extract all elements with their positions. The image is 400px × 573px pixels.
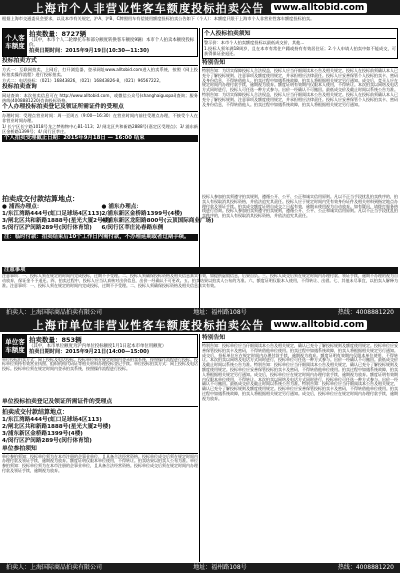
- unit-payment-address: 1/东江湾路444号(虹口足球场4区113): [2, 416, 102, 423]
- unit-left-column: 单位客车额度 拍卖数量：853辆 （其中，本市单位额度为沪内单位投标额度1月1日起本市单位用额度） 拍卖日期时间：2015年9月21日(14:00—15:00) 单位投标拍卖方式：网上投标及电话投标。投标单位须在规定时间内登录拍卖系统，按照操作流程进行投标。投标单位须持有效营业执照、组织机构代码证等相关材料办理投标登记手续。单位投标拍卖方式：网上投标及电话投标。投标单位须在规定时间内登录拍卖系统，按照操作流程进行投标。 单位投标拍卖登记及领证所需证件的受理点 拍卖成交付款结算地点： 1/东江湾路444号(虹口足球场4区113) 2/闸北区共和新路1888号(星光大厦2号楼) 3/浦东新区金桥路1399号(4楼) 4/闵行区沪闵路289号(闵行体育馆) 单位参拍须知 单位参拍须知：投标单位须为在本市注册的企事业单位，且具备合法经营资格。投标单位成交后须在规定时间内办理付款及领证手续，逾期视为放弃。额度证明仅限本单位使用，不得转让。拍卖结果以拍卖人公布为准。单位参拍须知：投标单位须为在本市注册的企事业单位，且具备合法经营资格。投标单位成交后须在规定时间内办理付款及领证手续，逾期视为放弃。: [2, 336, 198, 473]
- unit-payment-address: 4/闵行区沪闵路289号(闵行体育馆): [2, 437, 92, 444]
- unit-payment-address: 3/浦东新区金桥路1399号(4楼): [2, 430, 83, 437]
- payment-address-item: 2/浦东新区金桥路1399号(4楼): [101, 211, 183, 217]
- personal-special-notice-body: 特别告知：为切实保障投标人合法权益，投标人应当仔细阅读本公告及相关规定。投标人在投标前须确认本人已充分了解投标规则、注意事项及额度使用规定，并承担相应法律责任。投标人应妥善保管个人投标拍卖卡、密码及身份信息，不得转借他人。拍卖过程中如遇系统故障，拍卖人将根据相关规定另行通知。成交后，竞买人应在规定时间内办理付款手续，逾期视为放弃。额度证明有效期内仅限本人使用，不得转让。本次拍卖以网络及电话方式同时进行，投标人可任选一种方式参与。出价一经确认不可撤回。最低成交价及截止时间以系统公告为准。特别告知：为切实保障投标人合法权益，投标人应当仔细阅读本公告及相关规定。投标人在投标前须确认本人已充分了解投标规则、注意事项及额度使用规定，并承担相应法律责任。投标人应妥善保管个人投标拍卖卡、密码及身份信息，不得转借他人。拍卖过程中如遇系统故障，拍卖人将根据相关规定另行通知。: [202, 68, 398, 107]
- payment-notice-bar: 注：临时付款：拍卖结束后10个工作日内需付款，不办理延期或者过期手续。: [2, 234, 198, 241]
- footer-auctioneer: 拍卖人：上海国际商品拍卖有限公司: [6, 564, 103, 571]
- payment-address-title: 拍卖成交付款结算地点：: [2, 195, 79, 203]
- personal-reserve-text: 警示价：本市个人拍卖额度投标以最低成交价，其他...: [204, 40, 305, 45]
- personal-special-notice-heading: 特别告知: [202, 60, 398, 68]
- unit-site-url-link[interactable]: www.alltobid.com: [271, 320, 368, 330]
- payment-address-item: 6/闵行区莘庄沁春路东侧: [101, 225, 164, 231]
- unit-footer: [0, 563, 400, 573]
- personal-auction-title: 上海市个人非营业性客车额度投标拍卖公告: [32, 1, 265, 15]
- payment-address-item: 5/闵行区沪闵路289号(闵行体育馆): [2, 225, 92, 231]
- payment-address-item: 4/浦东新区龙阳路800号(云顶国际商业广场): [101, 218, 214, 224]
- footer-auctioneer: 拍卖人：上海国际商品拍卖有限公司: [6, 309, 103, 316]
- unit-date: 拍卖日期时间：2015年9月21日(14:00—15:00): [29, 349, 150, 356]
- docs-heading: 个人办理投标拍卖登记及领证所需证件的受理点: [2, 104, 198, 112]
- footer-hotline: 热线：4008881220: [337, 309, 394, 316]
- unit-registration-heading: 单位投标拍卖登记及领证所需证件的受理点: [2, 399, 198, 407]
- personal-deadline-bar: 个人拍卖受理截止日期：2015年9月18日 — 16:00 结束: [2, 135, 198, 142]
- payment-address-item: 1/东江湾路444号(虹口足球场4区113): [2, 211, 102, 217]
- column-divider: [199, 28, 200, 308]
- personal-lot-side-label: 个人客车额度: [3, 29, 27, 56]
- personal-rules-text: 1.投标人须年满18周岁，且在本市有常住户籍或持有有效居住证；2.个人申请人拍卖中如不能成交，可获得保证金退还。: [204, 46, 396, 56]
- footer-address: 地址：福州路108号: [193, 309, 247, 316]
- personal-date: 拍卖日期时间：2015年9月19日(10:30—11:30): [29, 48, 150, 55]
- unit-quantity: 拍卖数量：853辆: [29, 336, 82, 344]
- bid-methods-text-2: 方式二：电话投标：（021）16843826，（021）16843826-8，（021）96567222。: [2, 77, 164, 83]
- personal-right-lower-text: 投标人参加拍卖须遵守拍卖规则，遵循公开、公平、公正和诚实信用原则。凡以不正当手段扰乱拍卖秩序的，拍卖人有权取消其投标资格，并依法追究其责任。投标人应于规定时间内凭有效身份证件及相关材料到指定地点办理付款及领证手续。拍卖成交额度证明自成交之日起有效，逾期未使用视为自动放弃。如有疑问，请拨打服务热线进行咨询。投标人参加拍卖须遵守拍卖规则，遵循公开、公平、公正和诚实信用原则。凡以不正当手段扰乱拍卖秩序的，拍卖人有权取消其投标资格，并依法追究其责任。: [202, 194, 398, 219]
- footer-hotline: 热线：4008881220: [337, 564, 394, 571]
- footer-address: 地址：福州路108号: [193, 564, 247, 571]
- unit-lot-box: [2, 334, 198, 358]
- bid-methods-heading: 投标拍卖方式: [2, 58, 198, 66]
- payment-address-item: 3/闸北区共和新路1888号(星光大厦2号楼): [2, 218, 111, 224]
- attention-section: 注意事项 注意事项：一、投标人须在规定的时间内完成投标，过期不予受理。二、投标人须确保投标资格及相关信息真实有效，如提供虚假信息，后果自负。三、投标人成交后须在规定时间内办理付款、领证手续，逾期不办理的视为自动放弃，保证金不予退还。四、拍卖过程中，投标人应当认真核对出价信息，出价一经确认不可更改。五、拍卖结果以拍卖人公布的为准。六、额度证明仅限本人使用，不得转让、出借。七、其他未尽事宜，以拍卖人解释为准。注意事项：一、投标人须在规定的时间内完成投标，过期不予受理。二、投标人须确保投标资格及相关信息真实有效。: [2, 267, 398, 288]
- inquiry-text: 网站查询：本次拍卖信息可在 http://www.alltobid.com，或微信公众号(shanghaiguopai)查询；服务热线(4008881220)咨询投标资格。: [2, 92, 198, 103]
- unit-notice-heading: 单位参拍须知: [2, 446, 198, 454]
- personal-quantity-note: （其中，本市个人二轮摩托车和部分额度转换客车额度9辆）本市个人拍卖本额度投标价。: [29, 38, 195, 49]
- docs-text-2: 1/ 长宁区长宁路1018号龙之梦购物中心B1-113；2/ 闸北区共和新路2888号(嘉定区受理点)；3/ 浦东新区金桥路1399号；4/ 闵行区莘庄。: [2, 123, 198, 134]
- bid-methods-text: 方式一：互联网拍卖，上网后，打开浏览器，登录网址www.alltobid.com进入拍卖系统，按照《网上投标拍卖操作流程》进行投标拍卖。: [2, 66, 198, 77]
- inquiry-heading: 投标拍卖查询: [2, 84, 198, 92]
- personal-auction-banner: [0, 0, 400, 15]
- site-url-link[interactable]: www.alltobid.com: [271, 3, 368, 13]
- docs-text: 办理时间：受理点营业时间：周一至周五（9:00—16:30）在营业时间内前往受理点办理，不接受个人在非营业时间办理。: [2, 112, 198, 123]
- personal-reserve-heading: 个人投标拍卖须知: [204, 31, 396, 39]
- unit-auction-banner: [0, 318, 400, 332]
- personal-left-column: [2, 28, 198, 193]
- puxi-heading: ● 浦西办理点：: [2, 204, 43, 210]
- personal-lot-box: [2, 28, 198, 57]
- unit-right-column: 特别告知 特别告知：投标单位应当仔细阅读本公告及相关规定，确认已充分了解投标规则及额度使用规定。投标单位应妥善保管投标拍卖卡及密码，不得转借他单位使用。拍卖过程中如遇系统故障，拍卖人将根据相关规定另行通知。成交后，投标单位应在规定时间内办理付款手续，逾期视为放弃。额度证明有效期内仅限本单位使用，不得转让。本次拍卖以网络及电话方式同时进行，投标单位可任选一种方式参与。出价一经确认不可撤回。最低成交价及截止时间以系统公告为准。特别告知：投标单位应当仔细阅读本公告及相关规定，确认已充分了解投标规则及额度使用规定。投标单位应妥善保管投标拍卖卡及密码，不得转借他单位使用。拍卖过程中如遇系统故障，拍卖人将根据相关规定另行通知。成交后，投标单位应在规定时间内办理付款手续，逾期视为放弃。额度证明有效期内仅限本单位使用，不得转让。本次拍卖以网络及电话方式同时进行，投标单位可任选一种方式参与。出价一经确认不可撤回。最低成交价及截止时间以系统公告为准。特别告知：投标单位应当仔细阅读本公告及相关规定，确认已充分了解投标规则及额度使用规定。投标单位应妥善保管投标拍卖卡及密码，不得转借他单位使用。拍卖过程中如遇系统故障，拍卖人将根据相关规定另行通知。成交后，投标单位应在规定时间内办理付款手续，逾期视为放弃。: [202, 335, 398, 401]
- unit-column-divider: [199, 334, 200, 562]
- personal-quantity: 拍卖数量：8727辆: [29, 30, 87, 38]
- unit-special-notice-heading: 特别告知: [202, 335, 398, 343]
- personal-payment-addresses: [2, 195, 214, 265]
- unit-quantity-note: （其中，本市单位额度为沪内单位投标额度1月1日起本市单位用额度）: [29, 344, 167, 349]
- unit-auction-title: 上海市单位非营业性客车额度投标拍卖公告: [32, 319, 265, 332]
- personal-right-column: [202, 28, 398, 193]
- intro-paragraph: 根据上海市交通委员会要求，以及本市有关规定，沪A、沪B、C牌照用车有偿使用额度投标拍卖公告如下（个人）：本额度只限于上海市个人非营业性客车额度投标拍卖。: [2, 16, 315, 21]
- unit-payment-title: 拍卖成交付款结算地点：: [2, 408, 69, 416]
- unit-lot-side-label: 单位客车额度: [3, 335, 27, 357]
- unit-payment-address: 2/闸北区共和新路1888号(星光大厦2号楼): [2, 423, 111, 430]
- pudong-heading: ● 浦东办理点：: [101, 204, 142, 210]
- attention-heading: 注意事项: [2, 267, 398, 274]
